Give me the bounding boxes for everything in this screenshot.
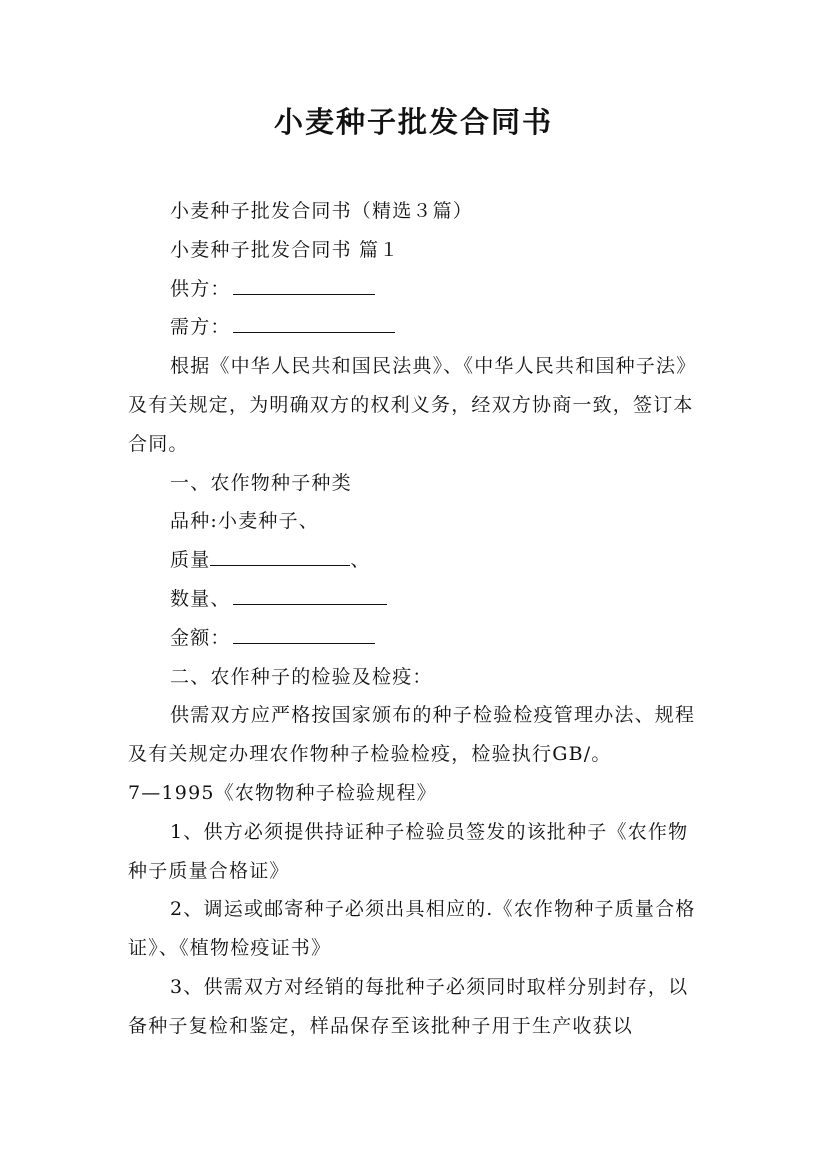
- quantity-blank: [233, 584, 387, 605]
- demander-label: 需方：: [170, 316, 231, 339]
- demander-line: [128, 308, 708, 347]
- quality-suffix: 、: [350, 549, 371, 572]
- supplier-line: [128, 270, 708, 309]
- quantity-label: 数量、: [170, 587, 231, 610]
- part1-heading: 一、农作物种子种类: [170, 471, 352, 494]
- clause-2: 2、调运或邮寄种子必须出具相应的.《农作物种子质量合格证》、《植物检疫证书》: [128, 898, 696, 960]
- variety-line: 品种:小麦种子、: [170, 510, 320, 533]
- quality-line: [128, 541, 708, 580]
- section-heading: 小麦种子批发合同书 篇１: [170, 238, 400, 261]
- quality-label: 质量: [170, 549, 211, 572]
- supplier-label: 供方：: [170, 277, 231, 300]
- page-title: 小麦种子批发合同书: [273, 105, 553, 139]
- document-body: [128, 192, 708, 1046]
- amount-line: [128, 619, 708, 658]
- amount-blank: [233, 623, 375, 644]
- part2-heading: 二、农作种子的检验及检疫：: [170, 665, 433, 688]
- quality-blank: [210, 545, 350, 566]
- clause-3: 3、供需双方对经销的每批种子必须同时取样分别封存，以备种子复检和鉴定，样品保存至该批种子用于生产收获以: [128, 975, 689, 1037]
- amount-label: 金额：: [170, 626, 231, 649]
- subtitle: 小麦种子批发合同书（精选３篇）: [170, 200, 474, 222]
- standard-reference: 7—1995《农物物种子检验规程》: [128, 781, 437, 804]
- clause-1: 1、供方必须提供持证种子检验员签发的该批种子《农作物种子质量合格证》: [128, 820, 689, 882]
- demander-blank: [233, 312, 395, 333]
- part2-paragraph: 供需双方应严格按国家颁布的种子检验检疫管理办法、规程及有关规定办理农作物种子检验检疫，检验执行GB/。: [128, 704, 696, 766]
- supplier-blank: [233, 274, 375, 295]
- intro-paragraph: 根据《中华人民共和国民法典》、《中华人民共和国种子法》及有关规定，为明确双方的权利义务，经双方协商一致，签订本合同。: [128, 355, 697, 455]
- quantity-line: [128, 580, 708, 619]
